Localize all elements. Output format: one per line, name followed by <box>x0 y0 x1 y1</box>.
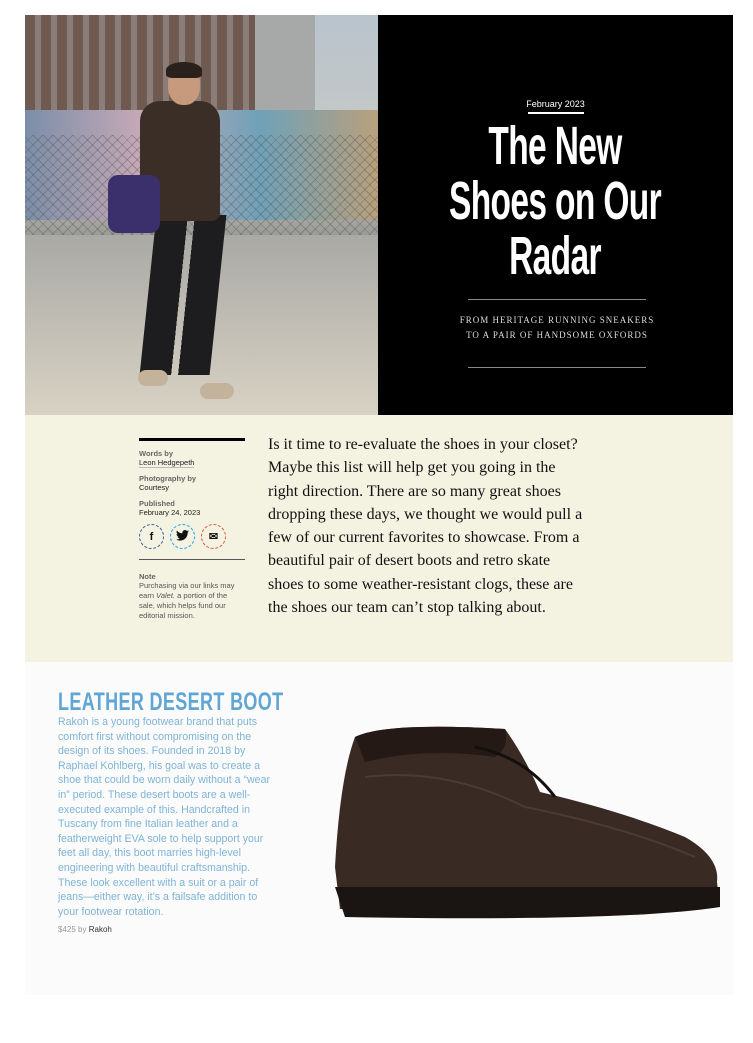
hero <box>25 15 733 415</box>
words-label: Words by <box>139 449 174 458</box>
hero-photo <box>25 15 378 415</box>
product-title: LEATHER DESERT BOOT <box>58 688 284 716</box>
photo-credit: Courtesy <box>139 483 170 492</box>
article-meta <box>139 438 245 621</box>
twitter-share-button[interactable] <box>170 524 195 549</box>
product-description: Rakoh is a young footwear brand that puts comfort first without compromising on the design of its shoes. Founded in 2018 by Raphael Kohlberg, his goal was to create a shoe that could be worn daily without a “wear in” period. These desert boots are a well-executed example of this. Handcrafted in Tuscany from fine Italian leather and a featherweight EVA sole to help support your feet all day, this boot marries high-level engineering with beautiful craftsmanship. These look excellent with a suit or a pair of jeans—either way, it’s a failsafe addition to your footwear rotation. <box>58 716 270 918</box>
email-share-button[interactable] <box>201 524 226 549</box>
product-price: $425 by Rakoh <box>58 925 112 935</box>
product-card <box>25 662 733 995</box>
lead-paragraph: Is it time to re-evaluate the shoes in your closet? Maybe this list will help get you going in the right direction. There are so many great shoes dropping these days, we thought we would pull a few of our current favorites to showcase. From a beautiful pair of desert boots and retro skate shoes to some weather-resistant clogs, these are the shoes our team can’t stop talking about. <box>268 436 583 617</box>
intro-section <box>25 415 733 662</box>
note-label: Note <box>139 572 156 581</box>
desert-boot-image[interactable] <box>325 717 725 937</box>
affiliate-note: Purchasing via our links may earn Valet. a portion of the sale, which helps fund our editorial mission. <box>139 581 235 620</box>
facebook-share-button[interactable] <box>139 524 164 549</box>
man-walking-image <box>120 65 230 405</box>
article-subtitle: FROM HERITAGE RUNNING SNEAKERS TO A PAIR OF HANDSOME OXFORDS <box>459 315 655 340</box>
photo-label: Photography by <box>139 474 197 483</box>
brand-link[interactable]: Rakoh <box>88 925 112 935</box>
published-label: Published <box>139 499 175 508</box>
email-icon: ✉ <box>208 531 219 543</box>
author-link[interactable]: Leon Hedgepeth <box>139 458 195 467</box>
facebook-icon: f <box>149 530 154 543</box>
issue-date: February 2023 <box>526 99 585 109</box>
article-title: The New Shoes on Our Radar <box>449 116 662 286</box>
title-panel <box>378 15 733 415</box>
published-date: February 24, 2023 <box>139 508 201 517</box>
twitter-icon <box>176 530 189 544</box>
